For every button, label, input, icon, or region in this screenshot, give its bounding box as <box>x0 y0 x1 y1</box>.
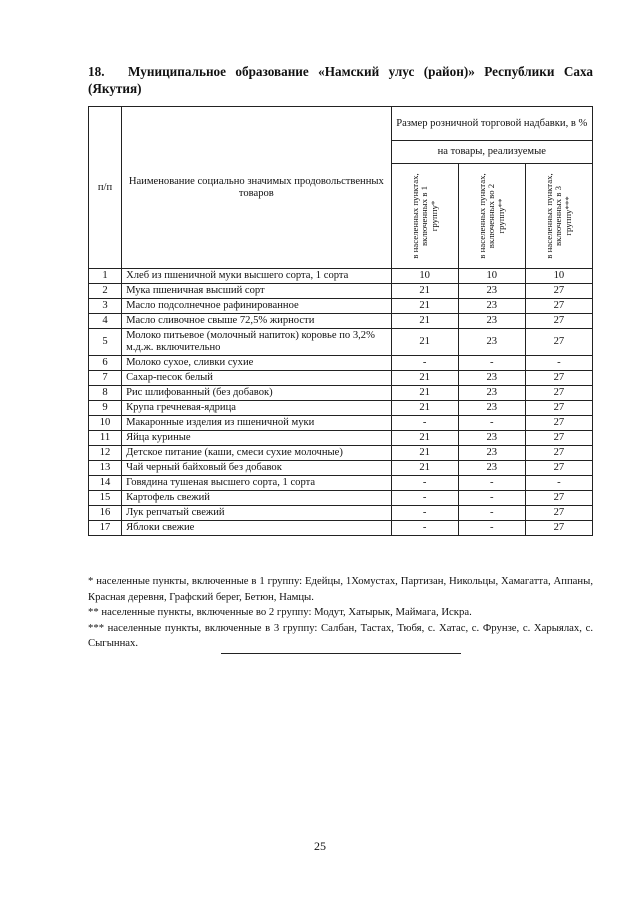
row-product-name: Яблоки свежие <box>122 521 392 536</box>
header-group-1 <box>391 164 458 269</box>
row-number: 13 <box>89 461 122 476</box>
row-number: 1 <box>89 269 122 284</box>
footnotes <box>88 574 593 652</box>
row-number: 15 <box>89 491 122 506</box>
row-number: 11 <box>89 431 122 446</box>
row-markup-group-2: 10 <box>458 269 525 284</box>
section-title-line2: (Якутия) <box>88 81 142 96</box>
row-number: 10 <box>89 416 122 431</box>
row-product-name: Рис шлифованный (без добавок) <box>122 386 392 401</box>
header-product-name: Наименование социально значимых продовольственных товаров <box>122 107 392 269</box>
row-markup-group-2: 23 <box>458 446 525 461</box>
row-number: 16 <box>89 506 122 521</box>
row-markup-group-2: - <box>458 506 525 521</box>
row-markup-group-1: - <box>391 521 458 536</box>
table-row <box>89 491 593 506</box>
table-row <box>89 356 593 371</box>
row-markup-group-1: 21 <box>391 329 458 356</box>
row-number: 17 <box>89 521 122 536</box>
row-markup-group-3: 27 <box>525 401 592 416</box>
markup-table <box>88 106 593 536</box>
section-number: 18. <box>88 64 105 79</box>
row-markup-group-1: 21 <box>391 461 458 476</box>
row-markup-group-3: 27 <box>525 461 592 476</box>
row-markup-group-1: - <box>391 476 458 491</box>
header-group-2-text: в населенных пунктах, включенных во 2 группу** <box>476 173 506 259</box>
row-product-name: Молоко питьевое (молочный напиток) коровье по 3,2% м.д.ж. включительно <box>122 329 392 356</box>
page-number: 25 <box>314 839 326 853</box>
row-product-name: Лук репчатый свежий <box>122 506 392 521</box>
row-markup-group-3: 27 <box>525 284 592 299</box>
row-product-name: Сахар-песок белый <box>122 371 392 386</box>
row-product-name: Масло сливочное свыше 72,5% жирности <box>122 314 392 329</box>
row-markup-group-2: 23 <box>458 371 525 386</box>
row-number: 14 <box>89 476 122 491</box>
footnote-group-1: * населенные пункты, включенные в 1 группу: Едейцы, 1Хомустах, Партизан, Никольцы, Хамагатта, Аппаны, Красная деревня, Графский берег, Бетюн, Намцы. <box>88 575 593 603</box>
row-markup-group-3: 27 <box>525 521 592 536</box>
section-heading <box>88 63 593 97</box>
row-markup-group-2: 23 <box>458 401 525 416</box>
table-row <box>89 386 593 401</box>
row-markup-group-1: 21 <box>391 299 458 314</box>
table-row <box>89 461 593 476</box>
table-row <box>89 401 593 416</box>
header-number: п/п <box>89 107 122 269</box>
row-number: 2 <box>89 284 122 299</box>
row-product-name: Чай черный байховый без добавок <box>122 461 392 476</box>
row-markup-group-1: 21 <box>391 446 458 461</box>
row-markup-group-1: - <box>391 506 458 521</box>
footnote-group-3: *** населенные пункты, включенные в 3 группу: Салбан, Тастах, Тюбя, с. Хатас, с. Фрунзе, с. Харыялах, с. Сыгыннах. <box>88 621 593 650</box>
row-markup-group-1: 21 <box>391 386 458 401</box>
row-markup-group-2: 23 <box>458 329 525 356</box>
table-row <box>89 314 593 329</box>
table-row <box>89 506 593 521</box>
row-product-name: Хлеб из пшеничной муки высшего сорта, 1 сорта <box>122 269 392 284</box>
row-markup-group-1: 10 <box>391 269 458 284</box>
row-product-name: Молоко сухое, сливки сухие <box>122 356 392 371</box>
row-markup-group-1: 21 <box>391 401 458 416</box>
footnote-group-2: ** населенные пункты, включенные во 2 группу: Модут, Хатырык, Маймага, Искра. <box>88 606 472 619</box>
row-number: 6 <box>89 356 122 371</box>
row-markup-group-2: 23 <box>458 314 525 329</box>
row-markup-group-1: - <box>391 491 458 506</box>
header-markup-size: Размер розничной торговой надбавки, в % <box>391 107 592 141</box>
header-group-3 <box>525 164 592 269</box>
row-markup-group-1: - <box>391 356 458 371</box>
row-number: 7 <box>89 371 122 386</box>
row-markup-group-2: 23 <box>458 431 525 446</box>
header-group-2 <box>458 164 525 269</box>
table-row <box>89 284 593 299</box>
row-markup-group-1: 21 <box>391 314 458 329</box>
row-markup-group-3: 27 <box>525 299 592 314</box>
row-number: 5 <box>89 329 122 356</box>
row-markup-group-3: 27 <box>525 416 592 431</box>
table-row <box>89 476 593 491</box>
header-goods-sold: на товары, реализуемые <box>391 141 592 164</box>
table-row <box>89 371 593 386</box>
row-markup-group-2: - <box>458 416 525 431</box>
table-row <box>89 329 593 356</box>
row-product-name: Детское питание (каши, смеси сухие молочные) <box>122 446 392 461</box>
row-number: 12 <box>89 446 122 461</box>
row-markup-group-1: - <box>391 416 458 431</box>
row-product-name: Говядина тушеная высшего сорта, 1 сорта <box>122 476 392 491</box>
row-markup-group-3: 27 <box>525 491 592 506</box>
row-product-name: Крупа гречневая-ядрица <box>122 401 392 416</box>
row-product-name: Мука пшеничная высший сорт <box>122 284 392 299</box>
row-markup-group-2: 23 <box>458 299 525 314</box>
table-row <box>89 521 593 536</box>
row-markup-group-3: 27 <box>525 431 592 446</box>
row-number: 8 <box>89 386 122 401</box>
row-markup-group-3: 27 <box>525 371 592 386</box>
table-row <box>89 299 593 314</box>
row-markup-group-3: 27 <box>525 386 592 401</box>
row-markup-group-3: - <box>525 476 592 491</box>
row-number: 9 <box>89 401 122 416</box>
row-markup-group-3: 10 <box>525 269 592 284</box>
row-product-name: Макаронные изделия из пшеничной муки <box>122 416 392 431</box>
row-product-name: Картофель свежий <box>122 491 392 506</box>
row-markup-group-1: 21 <box>391 284 458 299</box>
row-markup-group-1: 21 <box>391 431 458 446</box>
table-row <box>89 431 593 446</box>
row-markup-group-2: 23 <box>458 284 525 299</box>
row-markup-group-1: 21 <box>391 371 458 386</box>
row-markup-group-2: 23 <box>458 386 525 401</box>
row-markup-group-2: - <box>458 476 525 491</box>
row-markup-group-3: - <box>525 356 592 371</box>
row-markup-group-3: 27 <box>525 446 592 461</box>
section-title-line1: Муниципальное образование «Намский улус (район)» Республики Саха <box>128 64 593 79</box>
separator-line <box>221 653 461 654</box>
table-row <box>89 269 593 284</box>
row-number: 3 <box>89 299 122 314</box>
header-group-1-text: в населенных пунктах, включенных в 1 группу* <box>409 173 439 259</box>
table-row <box>89 446 593 461</box>
table-row <box>89 416 593 431</box>
row-markup-group-2: - <box>458 491 525 506</box>
row-markup-group-3: 27 <box>525 329 592 356</box>
row-number: 4 <box>89 314 122 329</box>
row-markup-group-2: 23 <box>458 461 525 476</box>
row-markup-group-2: - <box>458 521 525 536</box>
row-product-name: Масло подсолнечное рафинированное <box>122 299 392 314</box>
row-markup-group-3: 27 <box>525 506 592 521</box>
row-product-name: Яйца куриные <box>122 431 392 446</box>
row-markup-group-3: 27 <box>525 314 592 329</box>
header-group-3-text: в населенных пунктах, включенных в 3 группу*** <box>543 173 573 259</box>
row-markup-group-2: - <box>458 356 525 371</box>
